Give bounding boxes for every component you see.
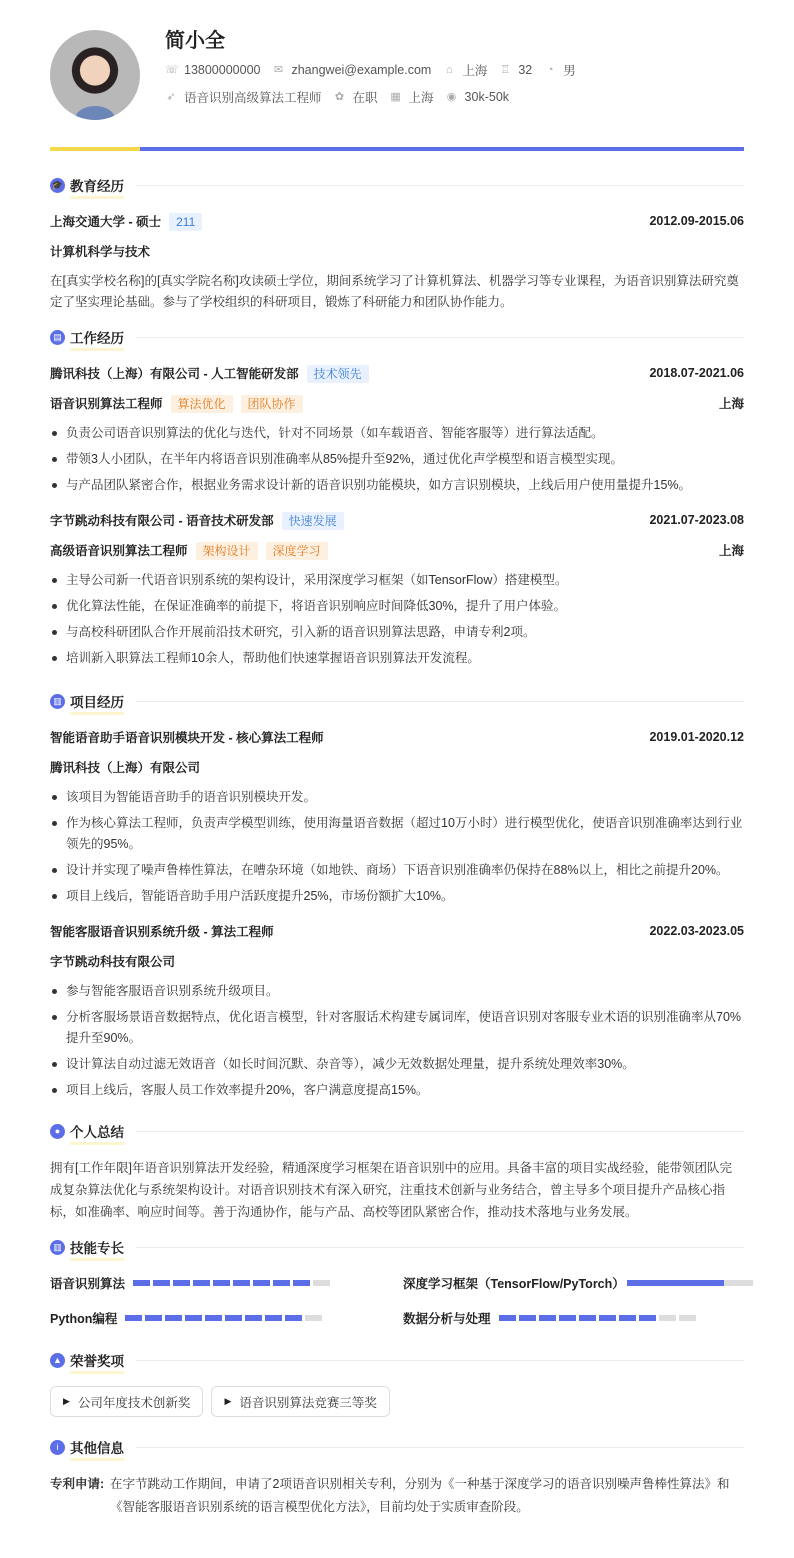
project-bullets [50,787,744,907]
award-item[interactable]: ▶ 公司年度技术创新奖 [50,1386,203,1417]
school: 上海交通大学 - 硕士 [50,214,162,229]
skill-segment-filled [273,1280,290,1286]
expected-salary: 30k-50k [464,89,510,104]
skill-segment-filled [173,1280,190,1286]
company: 腾讯科技（上海）有限公司 - 人工智能研发部 [50,366,299,381]
edu-date: 2012.09-2015.06 [649,214,744,228]
gender-icon: ◔ [546,63,554,76]
skill-segment-filled [519,1315,536,1321]
user-icon: ● [50,1124,65,1139]
skill-item [50,1273,403,1293]
skills-grid [50,1273,744,1328]
skill-segment-filled [133,1280,150,1286]
skill-segment-filled [619,1315,636,1321]
work-bullets [50,570,744,669]
bullet: 优化算法性能，在保证准确率的前提下，将语音识别响应时间降低30%，提升了用户体验。 [50,596,744,617]
bullet: 项目上线后，客服人员工作效率提升20%，客户满意度提高15%。 [50,1080,744,1101]
school-tag: 211 [169,213,202,231]
project-date: 2019.01-2020.12 [649,730,744,744]
company-wrap [50,511,344,530]
salary-icon: ◉ [446,91,457,103]
section-awards: ▲ 荣誉奖项 [50,1350,744,1370]
patent-info: 专利申请: 在字节跳动工作期间，申请了2项语音识别相关专利，分别为《一种基于深度学习的语音识别噪声鲁棒性算法》和《智能客服语音识别系统的语言模型优化方法》，目前均处于实质审查阶段。 [50,1477,730,1514]
bullet: 该项目为智能语音助手的语音识别模块开发。 [50,787,744,808]
skill-item [403,1308,753,1328]
skill-segment-filled [193,1280,210,1286]
skill-segment-filled [205,1315,222,1321]
cake-icon: ♖ [500,64,511,76]
project-bullets [50,981,744,1101]
target-city: 上海 [408,90,434,105]
work-bullets [50,423,744,496]
resume [50,30,744,1519]
bullet: 与高校科研团队合作开展前沿技术研究，引入新的语音识别算法思路，申请专利2项。 [50,622,744,643]
work-entry [50,510,744,669]
skill-segment-filled [639,1315,656,1321]
section-education: 🎓 教育经历 [50,175,744,195]
skill-segment-filled [265,1315,282,1321]
bullet: 设计并实现了噪声鲁棒性算法，在嘈杂环境（如地铁、商场）下语音识别准确率仍保持在88%以上，相比之前提升20%。 [50,860,744,881]
skill-segment-filled [579,1315,596,1321]
award-item[interactable]: ▶ 语音识别算法竞赛三等奖 [211,1386,389,1417]
edu-description: 在[真实学校名称]的[真实学院名称]攻读硕士学位，期间系统学习了计算机算法、机器学习等专业课程，为语音识别算法研究奠定了坚实理论基础。参与了学校组织的科研项目，锻炼了科研能力和团队协作能力。 [50,274,739,309]
role: 语音识别算法工程师 [50,396,163,411]
bullet: 主导公司新一代语音识别系统的架构设计，采用深度学习框架（如TensorFlow）搭建模型。 [50,570,744,591]
skill-name: 数据分析与处理 [403,1312,491,1326]
location: 上海 [462,63,488,78]
chart-icon: ▥ [50,694,65,709]
skill-segment-empty [679,1315,696,1321]
phone: 13800000000 [184,62,261,77]
major: 计算机科学与技术 [50,245,151,259]
skill-segment-filled [559,1315,576,1321]
project-entry [50,727,744,907]
project-company-row [50,757,744,777]
work-date: 2018.07-2021.06 [649,366,744,380]
skill-segment-filled [185,1315,202,1321]
candidate-name: 简小全 [165,30,225,52]
skill-segment-filled [245,1315,262,1321]
building-icon: ▦ [390,91,401,103]
bullet: 项目上线后，智能语音助手用户活跃度提升25%，市场份额扩大10%。 [50,886,744,907]
play-icon: ▶ [63,1396,70,1406]
project-title: 智能客服语音识别系统升级 - 算法工程师 [50,925,274,939]
skill-segment-filled [253,1280,270,1286]
skill-segment-filled [499,1315,516,1321]
skill-tag: 深度学习 [266,542,328,560]
role-row [50,540,744,560]
gender: 男 [563,63,576,78]
skill-segment-empty [659,1315,676,1321]
award-icon: ▲ [50,1353,65,1368]
company-tag: 快速发展 [282,512,344,530]
home-icon: ⌂ [446,63,453,76]
skill-tag: 算法优化 [171,395,233,413]
section-summary: ● 个人总结 [50,1121,744,1141]
company-tag: 技术领先 [307,365,369,383]
bar-chart-icon: ▥ [50,1240,65,1255]
bullet: 设计算法自动过滤无效语音（如长时间沉默、杂音等），减少无效数据处理量，提升系统处理效率30%。 [50,1054,744,1075]
job-status: 在职 [352,90,378,105]
work-entry [50,363,744,496]
project-title: 智能语音助手语音识别模块开发 - 核心算法工程师 [50,731,324,745]
info-icon: i [50,1440,65,1455]
skill-name: 语音识别算法 [50,1277,126,1291]
age: 32 [518,62,533,77]
send-icon: ➶ [166,91,176,103]
role-wrap [50,394,303,413]
role: 高级语音识别算法工程师 [50,543,188,558]
work-header [50,363,744,383]
section-other: i 其他信息 [50,1437,744,1457]
mail-icon: ✉ [273,64,284,76]
section-work: ▤ 工作经历 [50,327,744,347]
skill-tag: 架构设计 [196,542,258,560]
skill-segment-filled [599,1315,616,1321]
skill-segment-filled [153,1280,170,1286]
work-city: 上海 [718,544,744,558]
bullet: 负责公司语音识别算法的优化与迭代，针对不同场景（如车载语音、智能客服等）进行算法适配。 [50,423,744,444]
project-company: 腾讯科技（上海）有限公司 [50,761,201,775]
briefcase-icon: ▤ [50,330,65,345]
work-date: 2021.07-2023.08 [649,513,744,527]
summary-text: 拥有[工作年限]年语音识别算法开发经验，精通深度学习框架在语音识别中的应用。具备丰富的项目实战经验，能带领团队完成复杂算法优化与系统架构设计。对语音识别技术有深入研究，注重技术创新与业务结合，曾主导多个项目提升产品核心指标，如准确率、响应时间等。善于沟通协作，能与产品、高校等团队紧密合作，推动技术落地与业务发展。 [50,1161,732,1219]
skill-segment-filled [165,1315,182,1321]
skill-item [50,1308,403,1328]
skill-name: 深度学习框架（TensorFlow/PyTorch） [403,1277,625,1291]
skill-segment-filled [293,1280,310,1286]
target-position: 语音识别高级算法工程师 [184,90,322,105]
skill-segment-filled [125,1315,142,1321]
company: 字节跳动科技有限公司 - 语音技术研发部 [50,513,274,528]
bullet: 培训新入职算法工程师10余人，帮助他们快速掌握语音识别算法开发流程。 [50,648,744,669]
skill-bar [627,1280,753,1286]
section-projects: ▥ 项目经历 [50,691,744,711]
status-icon: ✿ [334,91,345,103]
skill-segment-filled [285,1315,302,1321]
skill-segment-filled [539,1315,556,1321]
play-icon: ▶ [224,1396,232,1406]
project-date: 2022.03-2023.05 [649,924,744,938]
role-wrap [50,541,328,560]
skill-name: Python编程 [50,1312,118,1326]
skill-bar-fill [627,1280,724,1286]
section-skills: ▥ 技能专长 [50,1237,744,1257]
skill-tag: 团队协作 [241,395,303,413]
bullet: 带领3人小团队，在半年内将语音识别准确率从85%提升至92%，通过优化声学模型和语言模型实现。 [50,449,744,470]
skill-item [403,1273,753,1293]
project-header [50,921,744,941]
skill-segment-filled [233,1280,250,1286]
avatar [50,30,140,120]
skill-segment-filled [225,1315,242,1321]
role-row [50,393,744,413]
skill-segment-empty [313,1280,330,1286]
work-city: 上海 [718,397,744,411]
project-header [50,727,744,747]
header-divider [50,147,744,151]
skill-segment-empty [305,1315,322,1321]
project-company: 字节跳动科技有限公司 [50,955,176,969]
work-header [50,510,744,530]
bullet: 与产品团队紧密合作，根据业务需求设计新的语音识别功能模块，如方言识别模块，上线后用户使用量提升15%。 [50,475,744,496]
resume-header [50,30,744,120]
email: zhangwei@example.com [291,62,432,77]
bullet: 作为核心算法工程师，负责声学模型训练，使用海量语音数据（超过10万小时）进行模型优化，使语音识别准确率达到行业领先的95%。 [50,813,744,855]
phone-icon: ☏ [165,64,179,76]
skill-segment-filled [213,1280,230,1286]
project-company-row [50,951,744,971]
graduation-cap-icon: 🎓 [50,178,65,193]
project-entry [50,921,744,1101]
bullet: 参与智能客服语音识别系统升级项目。 [50,981,744,1002]
company-wrap [50,364,369,383]
bullet: 分析客服场景语音数据特点，优化语言模型，针对客服话术构建专属词库，使语音识别对客服专业术语的识别准确率从70%提升至90%。 [50,1007,744,1049]
skill-segment-filled [145,1315,162,1321]
